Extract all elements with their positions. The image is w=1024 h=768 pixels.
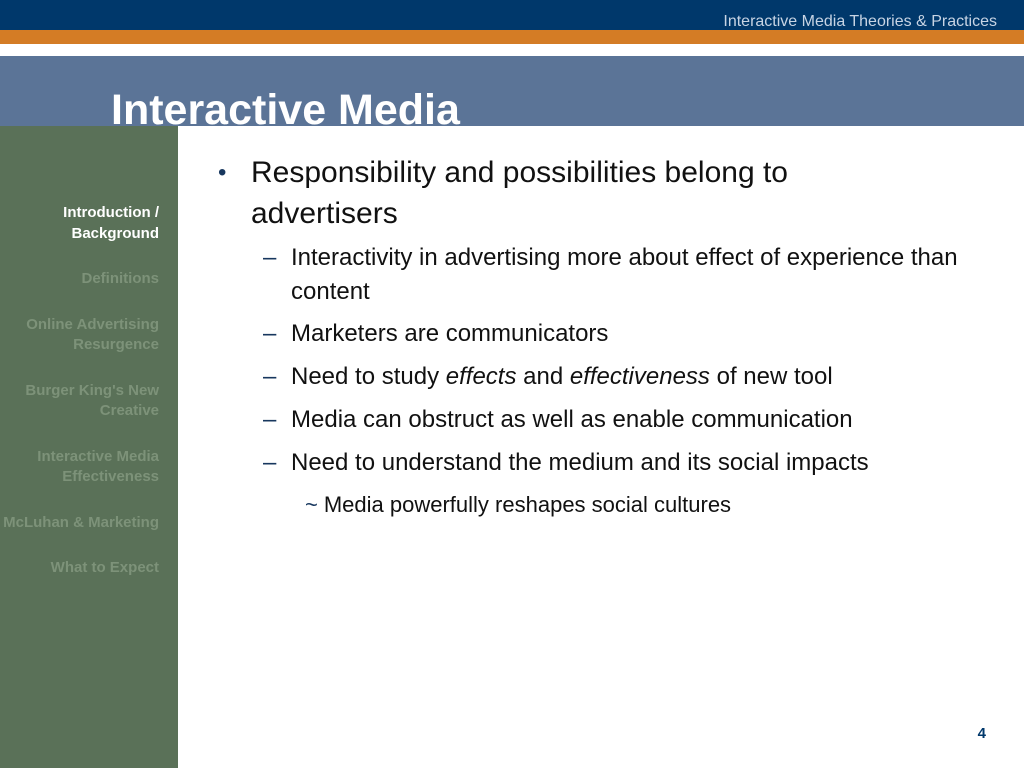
sidebar-item-introduction-background[interactable]: Introduction / Background [63,204,159,242]
slide-content [0,126,1024,768]
accent-stripe [0,30,1024,44]
sub-bullet-marketers [263,317,1003,351]
sidebar-item-interactive-media-effectiveness[interactable]: Interactive Media Effectiveness [37,447,159,485]
sidebar-item-online-advertising-resurgence[interactable]: Online Advertising Resurgence [26,315,159,353]
sub-bullet-understand-medium [263,446,1003,480]
dash-marker: – [263,244,277,271]
dash-marker: – [263,406,277,433]
emphasis-effects: effects [445,363,517,390]
sidebar-item-what-to-expect[interactable]: What to Expect [50,559,159,576]
emphasis-effectiveness: effectiveness [569,363,710,390]
sub-bullet-text: Need to understand the medium and its social impacts [291,449,869,476]
tilde-marker: ~ [305,492,318,517]
sidebar-item-definitions[interactable]: Definitions [81,270,159,287]
sub-bullet-interactivity [263,241,1003,309]
dash-marker: – [263,449,277,476]
sub-bullet-media-obstruct [263,403,1003,437]
bullet-marker: • [218,159,227,186]
sub-bullet-study-effects [263,360,1003,394]
sub-bullet-text: Marketers are communicators [291,320,609,347]
slide-title: Interactive Media [111,86,460,134]
sidebar-item-mcluhan-marketing[interactable]: McLuhan & Marketing [3,513,159,531]
main-bullet [218,152,938,234]
sub-bullet-text [291,360,1003,394]
top-banner [0,0,1024,30]
text-fragment: of new tool [709,363,833,390]
sub-bullet-text: Media can obstruct as well as enable communication [291,406,853,433]
sub-sub-bullet-text: Media powerfully reshapes social cultures [323,492,732,517]
dash-marker: – [263,320,277,347]
sub-sub-bullet-social-cultures [305,490,731,520]
separator-band [0,44,1024,56]
sub-bullet-text: Interactivity in advertising more about effect of experience than content [291,244,958,305]
sidebar-item-burger-kings-new-creative[interactable]: Burger King's New Creative [25,381,159,419]
page-number: 4 [977,725,986,742]
text-fragment: Need to study [291,363,446,390]
dash-marker: – [263,363,277,390]
main-bullet-text: Responsibility and possibilities belong to advertisers [251,156,788,230]
presentation-header-text: Interactive Media Theories & Practices [723,13,997,30]
text-fragment: and [516,363,570,390]
